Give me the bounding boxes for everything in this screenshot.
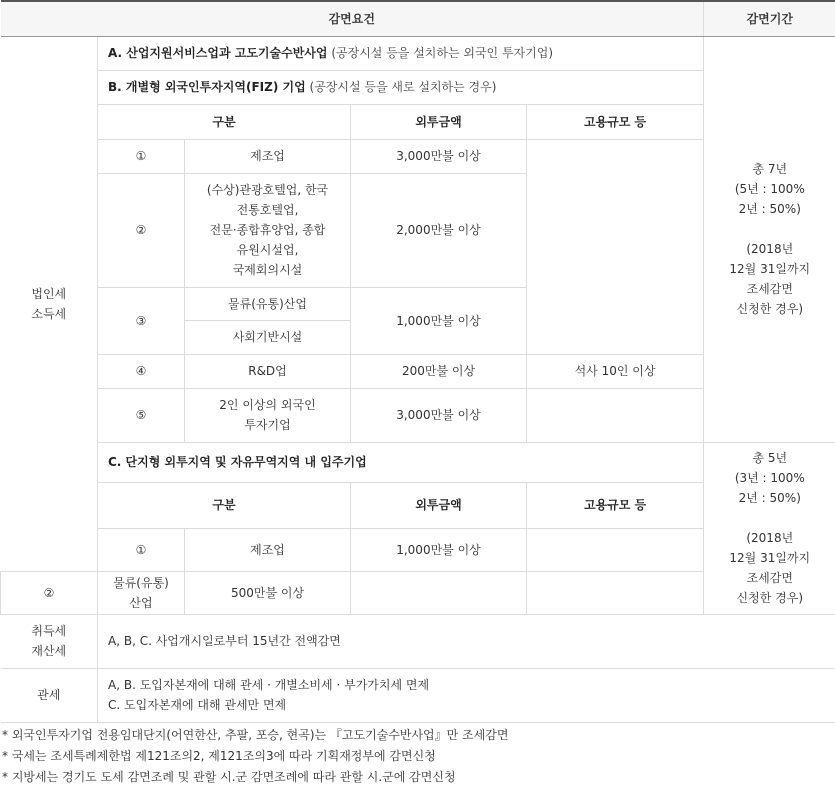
section-b-title [98, 70, 704, 104]
header-period: 감면기간 [704, 1, 835, 36]
section-b-note: (공장시설 등을 새로 설치하는 경우) [310, 80, 497, 94]
col-employment: 고용규모 등 [527, 104, 704, 139]
section-c-row [1, 442, 835, 482]
table-header-row [1, 1, 835, 36]
corp-tax-label: 법인세 소득세 [1, 36, 98, 571]
section-c-heading: C. 단지형 외투지역 및 자유무역지역 내 입주기업 [108, 455, 367, 469]
row-number: ⑤ [98, 388, 185, 442]
footnote-2: * 국세는 조세특례제한법 제121조의2, 제121조의3에 따라 기획재정부에 감면신청 [2, 746, 833, 767]
row-employment [527, 139, 704, 354]
acq-tax-label: 취득세 재산세 [1, 614, 98, 668]
row-category: 제조업 [185, 528, 351, 571]
row-category: 2인 이상의 외국인 투자기업 [185, 388, 351, 442]
row-amount: 200만불 이상 [351, 354, 527, 388]
row-category: 사회기반시설 [185, 320, 351, 354]
customs-line-1: A, B. 도입자본재에 대해 관세 · 개별소비세 · 부가가치세 면제 [108, 675, 832, 695]
row-category: 제조업 [185, 139, 351, 173]
footnote-1: * 외국인투자기업 전용임대단지(어연한산, 추팔, 포승, 현곡)는 『고도기술수반사업』만 조세감면 [2, 725, 833, 746]
col-category: 구분 [98, 104, 351, 139]
row-number: ② [1, 571, 98, 614]
col-amount: 외투금액 [351, 482, 527, 528]
acq-tax-row [1, 614, 835, 668]
customs-label: 관세 [1, 668, 98, 722]
row-number: ③ [98, 287, 185, 354]
section-c-period: 총 5년 (3년 : 100% 2년 : 50%) (2018년 12월 31일까지 조세감면 신청한 경우) [704, 442, 835, 614]
section-b-heading: B. 개별형 외국인투자지역(FIZ) 기업 [108, 80, 306, 94]
row-amount: 3,000만불 이상 [351, 139, 527, 173]
row-employment [527, 388, 704, 442]
section-a-note: (공장시설 등을 설치하는 외국인 투자기업) [331, 46, 553, 60]
footnote-3: * 지방세는 경기도 도세 감면조례 및 관할 시.군 감면조례에 따라 관할 시.군에 감면신청 [2, 767, 833, 788]
row-number: ① [98, 139, 185, 173]
row-number: ② [98, 173, 185, 287]
section-ab-period: 총 7년 (5년 : 100% 2년 : 50%) (2018년 12월 31일까지 조세감면 신청한 경우) [704, 36, 835, 442]
acq-tax-text: A, B, C. 사업개시일로부터 15년간 전액감면 [98, 614, 835, 668]
col-employment: 고용규모 등 [527, 482, 704, 528]
row-amount: 1,000만불 이상 [351, 287, 527, 354]
row-amount: 3,000만불 이상 [351, 388, 527, 442]
row-employment: 석사 10인 이상 [527, 354, 704, 388]
col-category: 구분 [98, 482, 351, 528]
row-employment [527, 528, 704, 571]
row-category: R&D업 [185, 354, 351, 388]
row-number: ① [98, 528, 185, 571]
section-a-heading: A. 산업지원서비스업과 고도기술수반사업 [108, 46, 328, 60]
row-number: ④ [98, 354, 185, 388]
footnotes [0, 723, 835, 790]
row-amount: 1,000만불 이상 [351, 528, 527, 571]
row-amount: 500만불 이상 [185, 571, 351, 614]
section-a-row [1, 36, 835, 70]
row-category: 물류(유통)산업 [185, 287, 351, 320]
section-a-title [98, 36, 704, 70]
col-amount: 외투금액 [351, 104, 527, 139]
row-category: (수상)관광호텔업, 한국 전통호텔업, 전문·종합휴양업, 종합 유원시설업, 국제회의시설 [185, 173, 351, 287]
row-category: 물류(유통)산업 [98, 571, 185, 614]
section-c-title [98, 442, 704, 482]
header-requirement: 감면요건 [1, 1, 704, 36]
customs-line-2: C. 도입자본재에 대해 관세만 면제 [108, 695, 832, 715]
row-employment [351, 571, 527, 614]
customs-text [98, 668, 835, 722]
customs-row [1, 668, 835, 722]
row-amount: 2,000만불 이상 [351, 173, 527, 287]
